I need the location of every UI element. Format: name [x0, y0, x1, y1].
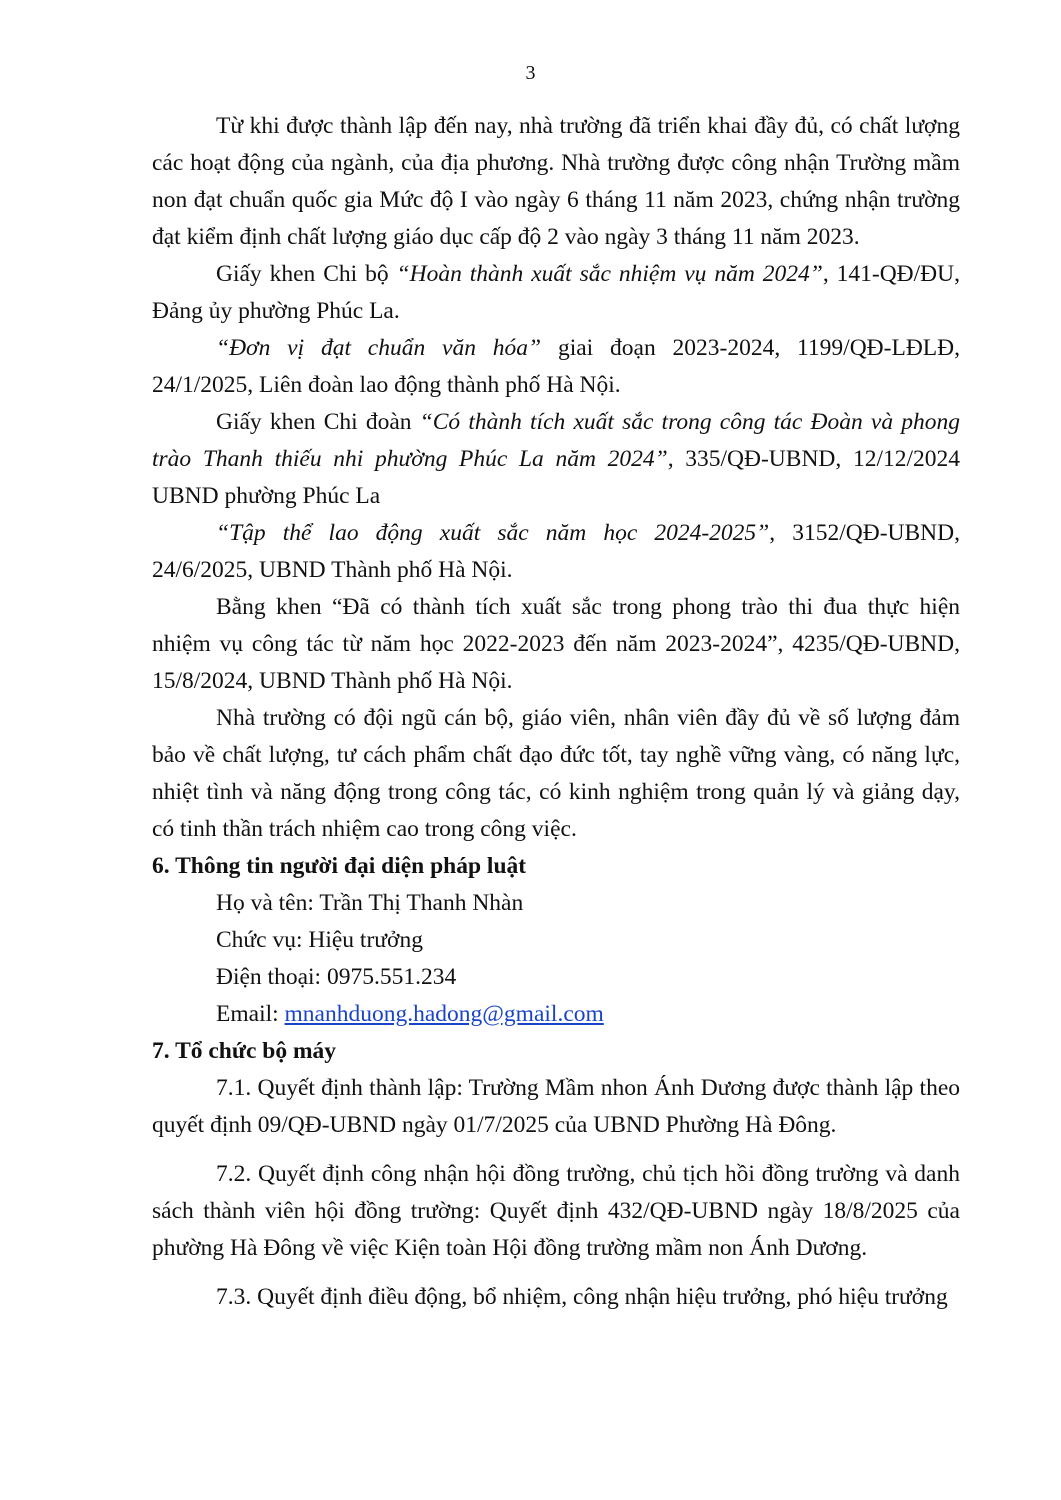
representative-name: Họ và tên: Trần Thị Thanh Nhàn [216, 890, 524, 916]
document-body [152, 108, 960, 1316]
representative-position: Chức vụ: Hiệu trưởng [216, 927, 423, 953]
award-suffix: giai đoạn 2023-2024, 1199/QĐ-LĐLĐ, 24/1/2025, Liên đoàn lao động thành phố Hà Nội. [152, 335, 960, 398]
representative-phone: Điện thoại: 0975.551.234 [216, 964, 457, 990]
award-title: “Có thành tích xuất sắc trong công tác Đoàn và phong trào Thanh thiếu nhi phường Phúc La năm 2024” [152, 409, 960, 472]
award-prefix: Giấy khen Chi đoàn [216, 409, 420, 435]
section-7-heading: 7. Tổ chức bộ máy [152, 1038, 337, 1064]
section-7-1: 7.1. Quyết định thành lập: Trường Mầm nhon Ánh Dương được thành lập theo quyết định 09/QĐ-UBND ngày 01/7/2025 của UBND Phường Hà Đông. [152, 1075, 960, 1138]
award-prefix: Giấy khen Chi bộ [216, 261, 397, 287]
email-label: Email: [216, 1001, 285, 1027]
award-title: “Tập thể lao động xuất sắc năm học 2024-2025” [216, 520, 770, 546]
award-bang-khen: Bằng khen “Đã có thành tích xuất sắc trong phong trào thi đua thực hiện nhiệm vụ công tác từ năm học 2022-2023 đến năm 2023-2024”, 4235/QĐ-UBND, 15/8/2024, UBND Thành phố Hà Nội. [152, 594, 960, 694]
award-suffix: , 3152/QĐ-UBND, 24/6/2025, UBND Thành phố Hà Nội. [152, 520, 960, 583]
intro-paragraph: Từ khi được thành lập đến nay, nhà trường đã triển khai đầy đủ, có chất lượng các hoạt động của ngành, của địa phương. Nhà trường được công nhận Trường mầm non đạt chuẩn quốc gia Mức độ I vào ngày 6 tháng 11 năm 2023, chứng nhận trường đạt kiểm định chất lượng giáo dục cấp độ 2 vào ngày 3 tháng 11 năm 2023. [152, 113, 960, 250]
email-link[interactable]: mnanhduong.hadong@gmail.com [284, 1001, 604, 1027]
staff-paragraph: Nhà trường có đội ngũ cán bộ, giáo viên, nhân viên đầy đủ về số lượng đảm bảo về chất lượng, tư cách phẩm chất đạo đức tốt, tay nghề vững vàng, có năng lực, nhiệt tình và năng động trong công tác, có kinh nghiệm trong quản lý và giảng dạy, có tinh thần trách nhiệm cao trong công việc. [152, 705, 960, 842]
award-title: “Hoàn thành xuất sắc nhiệm vụ năm 2024” [396, 261, 823, 287]
section-7-3: 7.3. Quyết định điều động, bổ nhiệm, công nhận hiệu trưởng, phó hiệu trưởng [216, 1284, 948, 1310]
page-number: 3 [525, 62, 536, 84]
award-tap-the [152, 515, 960, 589]
section-6-heading: 6. Thông tin người đại diện pháp luật [152, 853, 527, 879]
award-van-hoa [152, 330, 960, 404]
representative-email [152, 996, 960, 1033]
award-chi-doan [152, 404, 960, 515]
award-suffix: , 141-QĐ/ĐU, Đảng ủy phường Phúc La. [152, 261, 960, 324]
award-suffix: , 335/QĐ-UBND, 12/12/2024 UBND phường Phúc La [152, 446, 961, 509]
award-title: “Đơn vị đạt chuẩn văn hóa” [216, 335, 542, 361]
award-chi-bo [152, 256, 960, 330]
section-7-2: 7.2. Quyết định công nhận hội đồng trường, chủ tịch hồi đồng trường và danh sách thành viên hội đồng trường: Quyết định 432/QĐ-UBND ngày 18/8/2025 của phường Hà Đông về việc Kiện toàn Hội đồng trường mầm non Ánh Dương. [152, 1161, 960, 1261]
